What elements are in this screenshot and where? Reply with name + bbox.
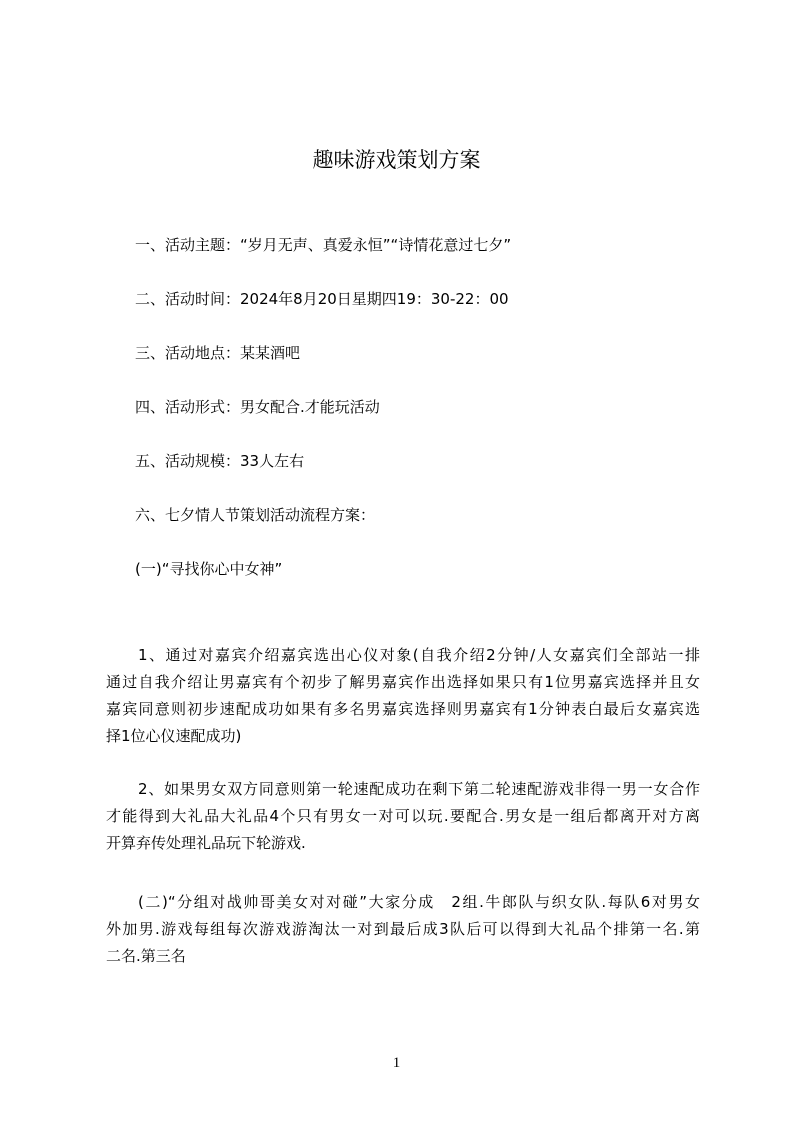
text-line: 才能得到大礼品大礼品4个只有男女一对可以玩.要配合.男女是一组后都离开对方离 <box>106 807 700 825</box>
paragraph-subsection-2 <box>106 889 700 970</box>
paragraph-step-2 <box>106 776 700 857</box>
text-line: 2、如果男女双方同意则第一轮速配成功在剩下第二轮速配游戏非得一男一女合作 <box>138 780 700 798</box>
section-time: 二、活动时间：2024年8月20日星期四19：30-22：00 <box>135 290 509 308</box>
subsection-1-heading: (一)“寻找你心中女神” <box>135 560 283 578</box>
text-line: 1、通过对嘉宾介绍嘉宾选出心仪对象(自我介绍2分钟/人女嘉宾们全部站一排 <box>138 646 700 664</box>
text-line: (二)“分组对战帅哥美女对对碰”大家分成 2组.牛郎队与织女队.每队6对男女 <box>138 893 700 911</box>
section-process: 六、七夕情人节策划活动流程方案： <box>135 506 376 524</box>
text-line: 开算弃传处理礼品玩下轮游戏. <box>106 834 306 852</box>
text-line: 通过自我介绍让男嘉宾有个初步了解男嘉宾作出选择如果只有1位男嘉宾选择并且女 <box>106 673 700 691</box>
text-line: 二名.第三名 <box>106 947 186 965</box>
section-scale: 五、活动规模：33人左右 <box>135 452 305 470</box>
section-location: 三、活动地点：某某酒吧 <box>135 344 301 362</box>
text-line: 外加男.游戏每组每次游戏游淘汰一对到最后成3队后可以得到大礼品个排第一名.第 <box>106 920 700 938</box>
section-format: 四、活动形式：男女配合.才能玩活动 <box>135 398 380 416</box>
paragraph-step-1 <box>106 642 700 750</box>
document-title: 趣味游戏策划方案 <box>312 148 481 172</box>
text-line: 择1位心仪速配成功) <box>106 727 242 745</box>
text-line: 嘉宾同意则初步速配成功如果有多名男嘉宾选择则男嘉宾有1分钟表白最后女嘉宾选 <box>106 700 700 718</box>
page-number: 1 <box>392 1055 401 1071</box>
section-theme: 一、活动主题：“岁月无声、真爱永恒”“诗情花意过七夕” <box>135 236 512 254</box>
